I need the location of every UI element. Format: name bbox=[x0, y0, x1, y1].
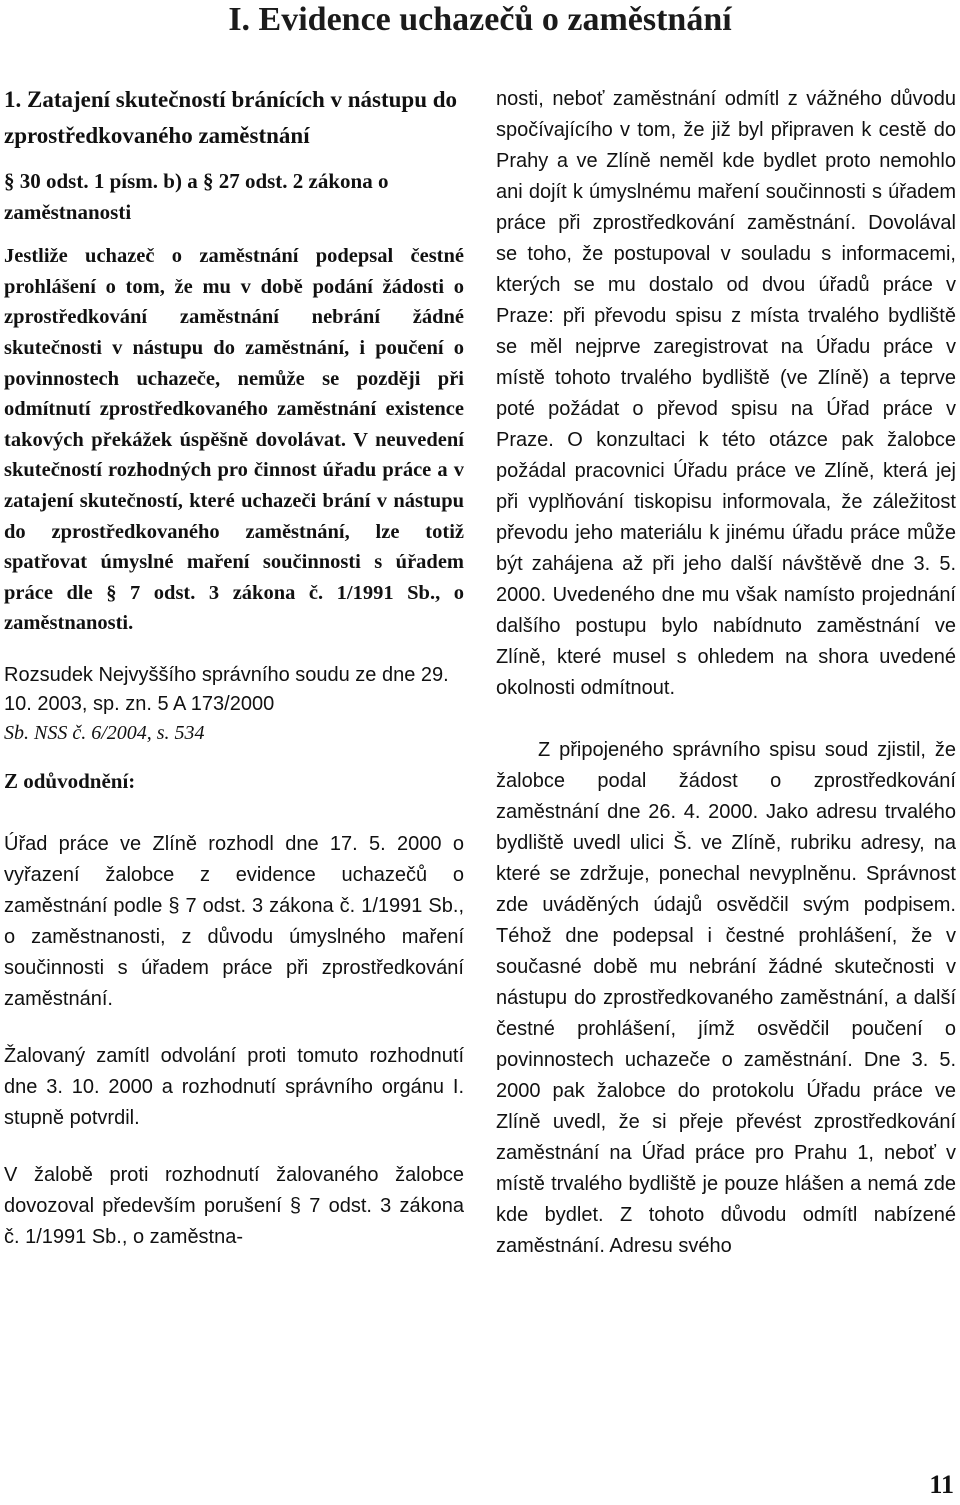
source-italic: Sb. NSS č. 6/2004, s. 534 bbox=[4, 721, 205, 744]
page-number: 11 bbox=[929, 1470, 954, 1499]
paragraph: V žalobě proti rozhodnutí žalovaného žalobce dovozoval především porušení § 7 odst. 3 zákona č. 1/1991 Sb., o zaměstna- bbox=[4, 1163, 464, 1248]
paragraph: Žalovaný zamítl odvolání proti tomuto rozhodnutí dne 3. 10. 2000 a rozhodnutí správního orgánu I. stupně potvrdil. bbox=[4, 1044, 464, 1129]
headnote: Jestliže uchazeč o zaměstnání podepsal čestné prohlášení o tom, že mu v době podání žádosti o zprostředkování zaměstnání nebrání žádné skutečnosti v nástupu do zaměstnání, i poučení o povinnostech uchazeče, nemůže se později při odmítnutí zprostředkovaného zaměstnání existence takových překážek úspěšně dovolávat. V neuvedení skutečností rozhodných pro činnost úřadu práce a v zatajení skutečností, které uchazeči brání v nástupu do zprostředkovaného zaměstnání, lze totiž spatřovat úmyslné maření součinnosti s úřadem práce dle § 7 odst. 3 zákona č. 1/1991 Sb., o zaměstnanosti. bbox=[4, 245, 464, 635]
paragraph: nosti, neboť zaměstnání odmítl z vážného důvodu spočívajícího v tom, že již byl připraven k cestě do Prahy a ve Zlíně neměl kde bydlet proto nemohlo ani dojít k úmyslnému maření součinnosti s úřadem práce při zprostředkování zaměstnání. Dovolával se toho, že postupoval v souladu s informacemi, kterých se mu dostalo od dvou úřadů práce v Praze: při převodu spisu z místa trvalého bydliště se měl nejprve zaregistrovat na Úřadu práce v místě tohoto trvalého bydliště (ve Zlíně) a teprve poté požádat o převod spisu na Úřad práce v Praze. O konzultaci k této otázce pak žalobce požádal pracovnici Úřadu práce ve Zlíně, která jej při vyplňování tiskopisu informovala, že záležitost převodu jeho materiálu k jinému úřadu práce může být zahájena až při jeho další návštěvě dne 3. 5. 2000. Uvedeného dne mu však namísto projednání dalšího postupu bylo nabídnuto zaměstnání ve Zlíně, které musel s ohledem na shora uvedené okolnosti odmítnout. bbox=[496, 88, 956, 699]
section-heading: 1. Zatajení skutečností bránících v nástupu do zprostředkovaného zaměstnání bbox=[4, 87, 458, 148]
legal-reference: § 30 odst. 1 písm. b) a § 27 odst. 2 zákona o zaměstnanosti bbox=[4, 169, 389, 224]
source-line: Rozsudek Nejvyššího správního soudu ze dne 29. 10. 2003, sp. zn. 5 A 173/2000 bbox=[4, 663, 449, 715]
paragraph: Z připojeného správního spisu soud zjistil, že žalobce podal žádost o zprostředkování zaměstnání dne 26. 4. 2000. Jako adresu trvalého bydliště uvedl ulici Š. ve Zlíně, rubriku adresy, na které se zdržuje, ponechal nevyplněnu. Správnost zde uváděných údajů osvědčil svým podpisem. Téhož dne podepsal i čestné prohlášení, že v současné době mu nebrání žádné skutečnosti v nástupu do zprostředkovaného zaměstnání, a další čestné prohlášení, jímž osvědčil poučení o povinnostech uchazeče o zaměstnání. Dne 3. 5. 2000 pak žalobce do protokolu Úřadu práce ve Zlíně uvedl, že si přeje převést zprostředkování zaměstnání na Úřad práce pro Prahu 1, neboť v místě trvalého bydliště je pouze hlášen a nemá zde kde bydlet. Z tohoto důvodu odmítl nabízené zaměstnání. Adresu svého bbox=[496, 739, 956, 1257]
reasons-heading: Z odůvodnění: bbox=[4, 768, 136, 793]
source-citation bbox=[4, 661, 464, 748]
left-column bbox=[4, 82, 464, 1253]
paragraph: Úřad práce ve Zlíně rozhodl dne 17. 5. 2000 o vyřazení žalobce z evidence uchazečů o zaměstnání podle § 7 odst. 3 zákona č. 1/1991 Sb., o zaměstnanosti, z důvodu úmyslného maření součinnosti s úřadem práce při zprostředkování zaměstnání. bbox=[4, 832, 464, 1010]
right-column bbox=[496, 84, 956, 1262]
page-title: I. Evidence uchazečů o zaměstnání bbox=[228, 1, 732, 38]
